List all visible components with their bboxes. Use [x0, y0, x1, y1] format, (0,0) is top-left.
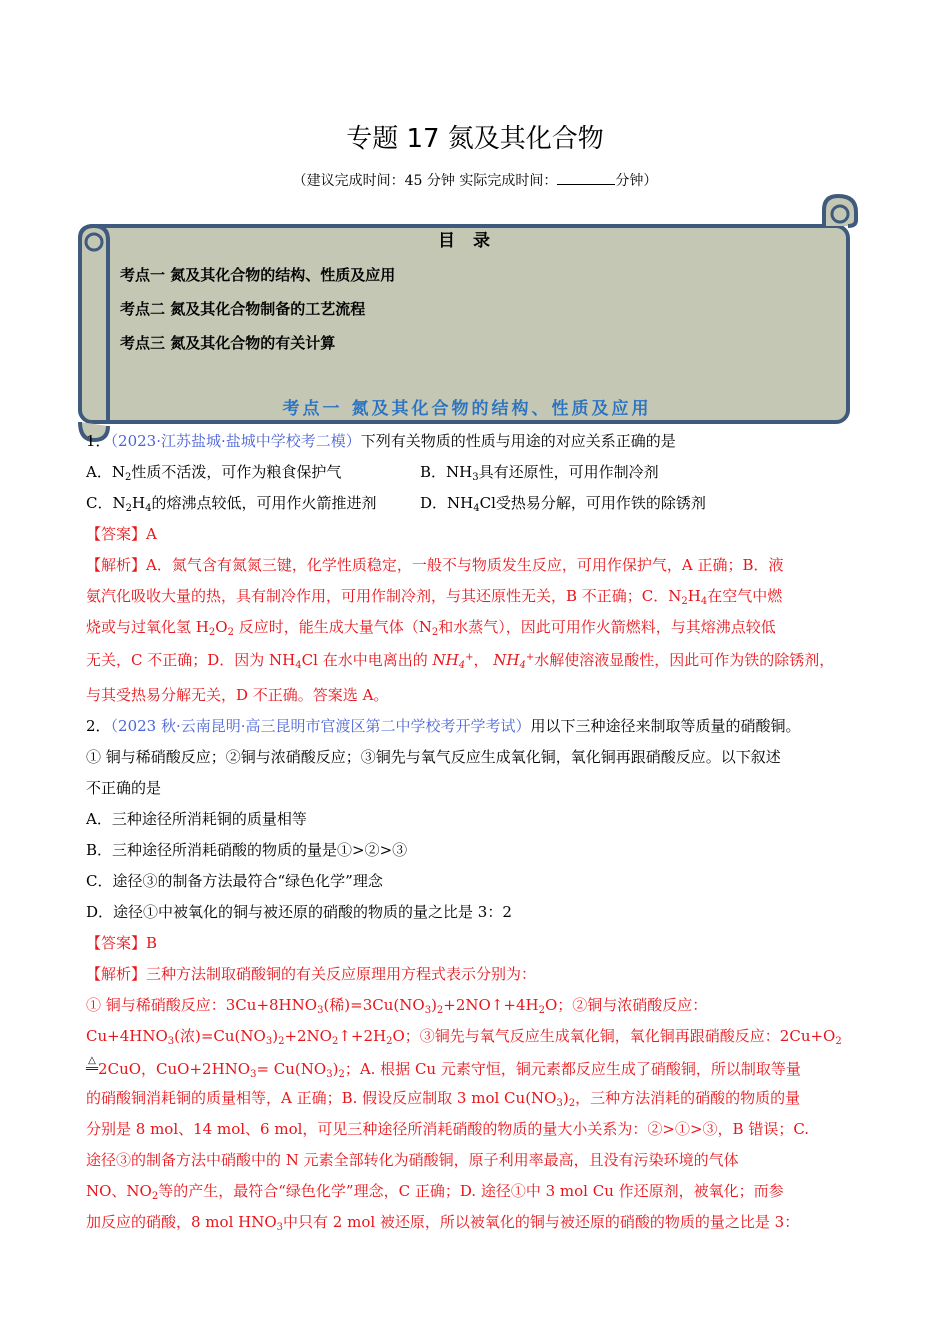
q2-analysis-line-7: 途径③的制备方法中硝酸中的 N 元素全部转化为硝酸铜，原子利用率最高，且没有污染环境的气体: [86, 1151, 739, 1169]
actual-time-blank[interactable]: [557, 172, 615, 185]
q2-analysis-line-1: 【解析】三种方法制取硝酸铜的有关反应原理用方程式表示分别为：: [86, 965, 537, 983]
ammonium-ion: $NH_4^+$: [432, 651, 474, 671]
q1-option-a: A．$N_2$性质不活泼，可作为粮食保护气: [86, 463, 342, 483]
q1-source: （2023·江苏盐城·盐城中学校考二模）: [110, 432, 361, 450]
section-heading: 考点一 氮及其化合物的结构、性质及应用: [282, 399, 652, 419]
q2-stem: 2．（2023 秋·云南昆明·高三昆明市官渡区第二中学校考开学考试）用以下三种途径来制取等质量的硝酸铜。: [86, 717, 801, 735]
q1-analysis-line-1: 【解析】A．氮气含有氮氮三键，化学性质稳定，一般不与物质发生反应，可用作保护气，A 正确；B．液: [86, 556, 784, 574]
q2-analysis-line-9: 加反应的硝酸，8 mol $HNO_3$中只有 2 mol 被还原，所以被氧化的铜与被还原的硝酸的物质的量之比是 3：: [86, 1213, 800, 1233]
q2-option-a: A．三种途径所消耗铜的质量相等: [86, 810, 307, 828]
heat-condition-mark: △ ══: [86, 1055, 99, 1075]
q2-analysis-line-5: 的硝酸铜消耗铜的质量相等，A 正确；B. 假设反应制取 3 mol $Cu(NO_3)_2$，三种方法消耗的硝酸的物质的量: [86, 1089, 801, 1109]
q2-analysis-line-6: 分别是 8 mol、14 mol、6 mol，可见三种途径所消耗硝酸的物质的量大小关系为：②>①>③，B 错误；C.: [86, 1120, 810, 1138]
q2-stem-line-2: ① 铜与稀硝酸反应；②铜与浓硝酸反应；③铜先与氧气反应生成氧化铜，氧化铜再跟硝酸反应。以下叙述: [86, 748, 781, 766]
q2-analysis-line-2: ① 铜与稀硝酸反应：$3Cu+8HNO_3$(稀)$=3Cu(NO_3)_2+2NO↑+4H_2O$；②铜与浓硝酸反应：: [86, 996, 708, 1016]
q1-analysis-line-2: 氨汽化吸收大量的热，具有制冷作用，可用作制冷剂，与其还原性无关，B 不正确；C．$N_2H_4$在空气中燃: [86, 587, 783, 607]
q1-option-c: C．$N_2H_4$的熔沸点较低，可用作火箭推进剂: [86, 494, 377, 514]
q2-source: （2023 秋·云南昆明·高三昆明市官渡区第二中学校考开学考试）: [110, 717, 531, 735]
ammonium-ion: $NH_4^+$: [493, 651, 535, 671]
q1-stem: 1．（2023·江苏盐城·盐城中学校考二模）下列有关物质的性质与用途的对应关系正确的是: [86, 432, 676, 450]
toc-scroll-banner: [72, 190, 862, 446]
q2-option-c: C．途径③的制备方法最符合“绿色化学”理念: [86, 872, 383, 890]
q1-analysis-line-5: 与其受热易分解无关，D 不正确。答案选 A。: [86, 686, 389, 704]
q1-analysis-line-4: 无关，C 不正确；D．因为 $NH_4Cl$ 在水中电离出的 $NH_4^+$， $NH_4^+$水解使溶液显酸性，因此可作为铁的除锈剂，: [86, 651, 835, 671]
q2-analysis-line-4: △ ══ 2CuO，$CuO+2HNO_3= Cu(NO_3)_2$；A. 根据 Cu 元素守恒，铜元素都反应生成了硝酸铜，所以制取等量: [86, 1055, 801, 1080]
toc-item-2[interactable]: 考点二 氮及其化合物制备的工艺流程: [120, 300, 366, 318]
q1-option-b: B．$NH_3$具有还原性，可用作制冷剂: [420, 463, 659, 483]
q1-option-d: D．$NH_4Cl$受热易分解，可用作铁的除锈剂: [420, 494, 706, 514]
q2-option-b: B．三种途径所消耗硝酸的物质的量是①>②>③: [86, 841, 408, 859]
q2-option-d: D．途径①中被氧化的铜与被还原的硝酸的物质的量之比是 3：2: [86, 903, 512, 921]
q2-analysis-line-8: NO、$NO_2$等的产生，最符合“绿色化学”理念，C 正确；D. 途径①中 3 mol Cu 作还原剂，被氧化；而参: [86, 1182, 784, 1202]
toc-title: 目 录: [438, 231, 496, 251]
toc-item-3[interactable]: 考点三 氮及其化合物的有关计算: [120, 334, 336, 352]
q1-analysis-line-3: 烧或与过氧化氢 $H_2O_2$ 反应时，能生成大量气体（$N_2$和水蒸气），因此可用作火箭燃料，与其熔沸点较低: [86, 618, 776, 638]
q2-stem-line-3: 不正确的是: [86, 779, 162, 797]
toc-item-1[interactable]: 考点一 氮及其化合物的结构、性质及应用: [120, 266, 396, 284]
q1-answer: 【答案】A: [86, 525, 157, 543]
q2-answer: 【答案】B: [86, 934, 158, 952]
suggested-time: （建议完成时间：45 分钟 实际完成时间： 分钟）: [292, 173, 658, 189]
q2-analysis-line-3: $Cu+4HNO_3$(浓)$=Cu(NO_3)_2+2NO_2↑+2H_2O$；③铜先与氧气反应生成氧化铜，氧化铜再跟硝酸反应：$2Cu+O_2$: [86, 1027, 842, 1047]
page-title: 专题 17 氮及其化合物: [346, 124, 604, 154]
